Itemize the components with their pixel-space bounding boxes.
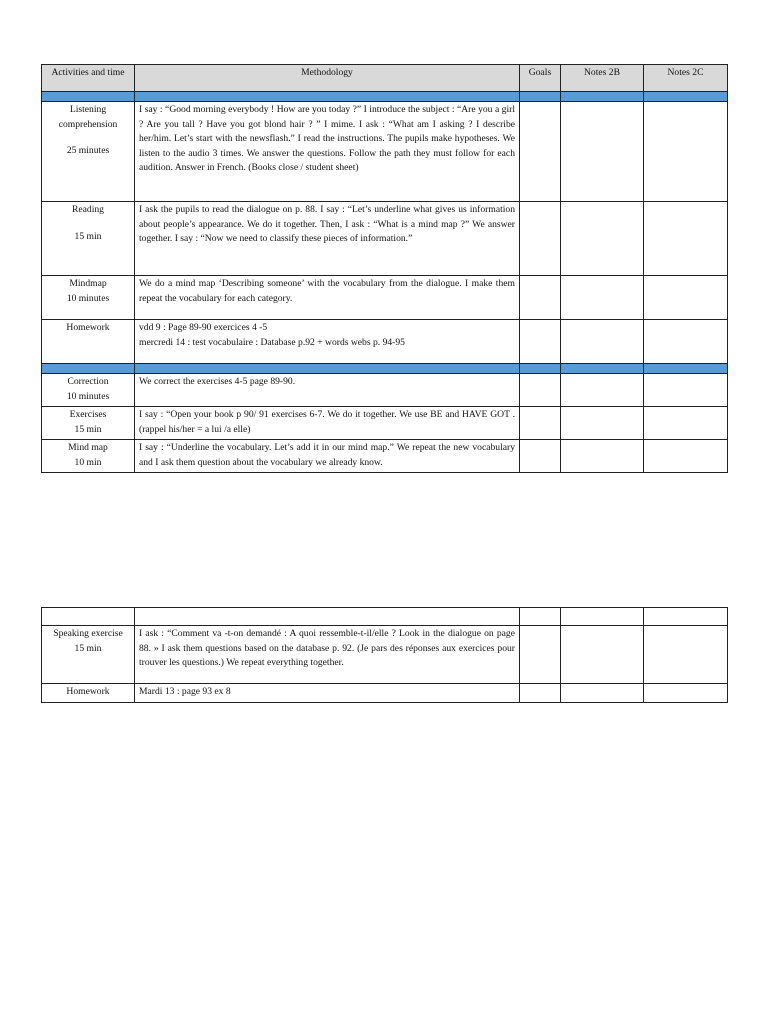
notes-2c-cell — [644, 440, 728, 473]
section-separator — [42, 364, 728, 374]
activity-name: Speaking exercise — [53, 628, 123, 639]
table-row — [42, 440, 728, 473]
goals-cell — [520, 320, 561, 364]
activity-time: 10 min — [74, 456, 102, 468]
notes-2c-cell — [644, 374, 728, 407]
goals-cell — [520, 276, 561, 320]
activity-name: Homework — [66, 322, 110, 333]
activity-time: 10 minutes — [66, 292, 110, 304]
header-activities: Activities and time — [42, 65, 135, 92]
methodology-cell: We do a mind map ‘Describing someone’ with the vocabulary from the dialogue. I make them repeat the vocabulary for each category. — [135, 276, 520, 320]
notes-2b-cell — [561, 407, 644, 440]
table-header-row — [42, 65, 728, 92]
notes-2c-cell — [644, 276, 728, 320]
header-methodology: Methodology — [135, 65, 520, 92]
notes-2b-cell — [561, 374, 644, 407]
activity-name: Correction — [67, 376, 109, 387]
homework-line: mercredi 14 : test vocabulaire : Database p.92 + words webs p. 94-95 — [139, 336, 405, 348]
table-row — [42, 684, 728, 703]
notes-2b-cell — [561, 202, 644, 276]
goals-cell — [520, 407, 561, 440]
table-row — [42, 320, 728, 364]
notes-2c-cell — [644, 102, 728, 202]
methodology-cell: Mardi 13 : page 93 ex 8 — [135, 684, 520, 703]
header-notes-2b: Notes 2B — [561, 65, 644, 92]
notes-2c-cell — [644, 626, 728, 684]
activity-name: Homework — [66, 686, 110, 697]
notes-2b-cell — [561, 684, 644, 703]
activity-time: 25 minutes — [66, 145, 110, 156]
activity-cell — [42, 102, 135, 202]
methodology-cell: I say : “Underline the vocabulary. Let’s add it in our mind map.” We repeat the new vocabulary and I ask them question about the vocabulary we already know. — [135, 440, 520, 473]
activity-name: Exercises — [69, 409, 107, 420]
homework-line: vdd 9 : Page 89-90 exercices 4 -5 — [139, 322, 268, 333]
header-notes-2c: Notes 2C — [644, 65, 728, 92]
activity-cell — [42, 684, 135, 703]
goals-cell — [520, 440, 561, 473]
activity-name: Reading — [72, 204, 104, 215]
methodology-cell: We correct the exercises 4-5 page 89-90. — [135, 374, 520, 407]
activity-cell — [42, 276, 135, 320]
activity-cell — [42, 320, 135, 364]
notes-2c-cell — [644, 684, 728, 703]
table-row — [42, 374, 728, 407]
empty-row — [42, 608, 728, 626]
goals-cell — [520, 102, 561, 202]
notes-2b-cell — [561, 626, 644, 684]
activity-time: 15 min — [74, 423, 102, 435]
table-row — [42, 407, 728, 440]
section-separator — [42, 92, 728, 102]
methodology-cell: I say : “Good morning everybody ! How are you today ?” I introduce the subject : “Are you a girl ? Are you tall ? Have you got blond hair ? ” I mime. I ask : “What am I asking ? I describe her/him. Let’s start with the newsflash.” I read the instructions. The pupils make hypotheses. We listen to the audio 3 times. We answer the questions. Follow the path they must follow for each audition. Answer in French. (Books close / student sheet) — [135, 102, 520, 202]
activity-cell — [42, 374, 135, 407]
notes-2b-cell — [561, 102, 644, 202]
activity-time: 15 min — [74, 230, 102, 242]
activity-time: 10 minutes — [66, 390, 110, 402]
notes-2b-cell — [561, 320, 644, 364]
methodology-cell: I ask : “Comment va -t-on demandé : A quoi ressemble-t-il/elle ? Look in the dialogue on page 88. » I ask them questions based on the database p. 92. (Je pars des réponses aux exercices pour trouver les questions.) We repeat everything together. — [135, 626, 520, 684]
goals-cell — [520, 374, 561, 407]
notes-2c-cell — [644, 202, 728, 276]
notes-2c-cell — [644, 407, 728, 440]
table-row — [42, 276, 728, 320]
goals-cell — [520, 626, 561, 684]
lesson-plan-table-2 — [41, 607, 728, 703]
methodology-cell: I say : “Open your book p 90/ 91 exercises 6-7. We do it together. We use BE and HAVE GOT . (rappel his/her = a lui /a elle) — [135, 407, 520, 440]
table-row — [42, 102, 728, 202]
methodology-cell: I ask the pupils to read the dialogue on p. 88. I say : “Let’s underline what gives us information about people’s appearance. We do it together. Then, I ask : “What is a mind map ?” We answer together. I say : “Now we need to classify these pieces of information.” — [135, 202, 520, 276]
notes-2c-cell — [644, 320, 728, 364]
activity-cell — [42, 626, 135, 684]
activity-cell — [42, 440, 135, 473]
activity-name: Listening comprehension — [58, 104, 118, 130]
activity-name: Mindmap — [69, 278, 107, 289]
table-row — [42, 202, 728, 276]
activity-cell — [42, 407, 135, 440]
goals-cell — [520, 202, 561, 276]
activity-name: Mind map — [68, 442, 108, 453]
methodology-cell — [135, 320, 520, 364]
table-row — [42, 626, 728, 684]
notes-2b-cell — [561, 276, 644, 320]
lesson-plan-table-1 — [41, 64, 728, 473]
activity-cell — [42, 202, 135, 276]
goals-cell — [520, 684, 561, 703]
header-goals: Goals — [520, 65, 561, 92]
notes-2b-cell — [561, 440, 644, 473]
activity-time: 15 min — [74, 642, 102, 654]
